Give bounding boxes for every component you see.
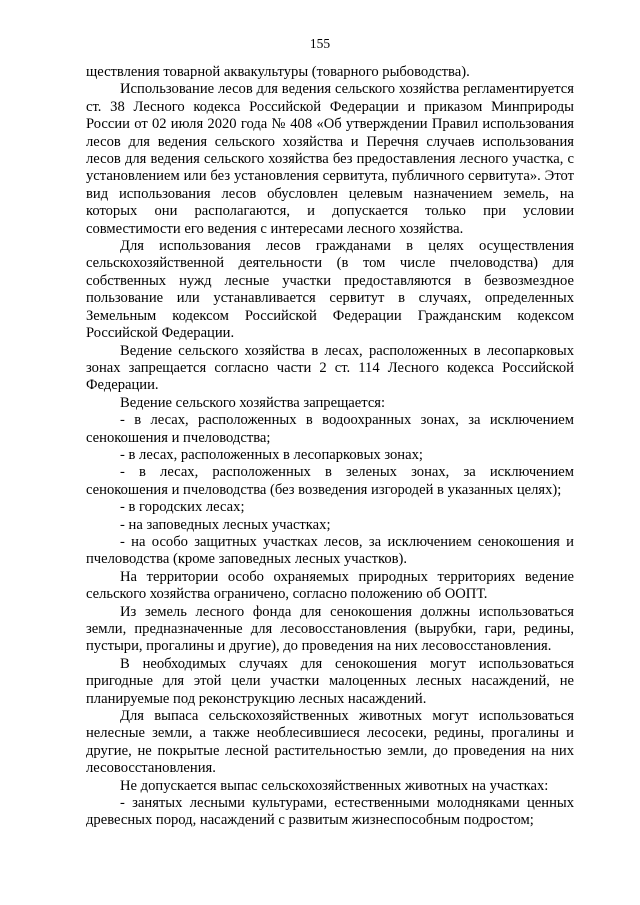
list-item: - в городских лесах; (120, 499, 245, 516)
paragraph: В необходимых случаях для сенокошения могут использоваться пригодные для этой цели участки малоценных лесных насаждений, не планируемые под реконструкцию лесных насаждений. (86, 655, 574, 707)
body-text (86, 64, 574, 830)
list-item: - занятых лесными культурами, естественными молодняками ценных древесных пород, насаждений с развитым жизнеспособным подростом; (86, 795, 574, 829)
paragraph: Ведение сельского хозяйства запрещается: (120, 394, 386, 411)
paragraph: Из земель лесного фонда для сенокошения должны использоваться земли, предназначенные для лесовосстановления (вырубки, гари, редины, пустыри, прогалины и другие), до проведения на них лесовосстановления. (86, 603, 574, 655)
list-item: - на особо защитных участках лесов, за исключением сенокошения и пчеловодства (кроме заповедных лесных участков). (86, 533, 574, 568)
list-item: - в лесах, расположенных в зеленых зонах, за исключением сенокошения и пчеловодства (без возведения изгородей в указанных целях); (86, 464, 574, 498)
paragraph: Для выпаса сельскохозяйственных животных могут использоваться нелесные земли, а также необлесившиеся лесосеки, редины, прогалины и другие, не покрытые лесной растительностью земли, до проведения на них лесовосстановления. (86, 708, 574, 777)
list-item: - на заповедных лесных участках; (120, 516, 331, 533)
list-item: - в лесах, расположенных в водоохранных зонах, за исключением сенокошения и пчеловодства; (86, 412, 574, 446)
page-number: 155 (309, 36, 331, 51)
paragraph: Ведение сельского хозяйства в лесах, расположенных в лесопарковых зонах запрещается согласно части 2 ст. 114 Лесного кодекса Российской Федерации. (86, 342, 574, 394)
paragraph: На территории особо охраняемых природных территориях ведение сельского хозяйства ограничено, согласно положению об ООПТ. (86, 568, 574, 603)
paragraph: ществления товарной аквакультуры (товарного рыбоводства). (86, 64, 470, 80)
paragraph: Не допускается выпас сельскохозяйственных животных на участках: (120, 777, 549, 794)
list-item: - в лесах, расположенных в лесопарковых зонах; (120, 446, 423, 463)
paragraph: Использование лесов для ведения сельского хозяйства регламентируется ст. 38 Лесного кодекса Российской Федерации и приказом Минприроды России от 02 июля 2020 года № 408 «Об утверждении Правил использования лесов для ведения сельского хозяйства и Перечня случаев использования лесов для ведения сельского хозяйства без предоставления лесного участка, с установлением или без установления сервитута, публичного сервитута». Этот вид использования лесов обусловлен целевым назначением земель, на которых они располагаются, и допускается только при условии совместимости его ведения с интересами лесного хозяйства. (86, 81, 574, 237)
paragraph: Для использования лесов гражданами в целях осуществления сельскохозяйственной деятельности (в том числе пчеловодства) для собственных нужд лесные участки предоставляются в безвозмездное пользование или устанавливается сервитут в случаях, определенных Земельным кодексом Российской Федерации Гражданским кодексом Российской Федерации. (86, 238, 574, 342)
